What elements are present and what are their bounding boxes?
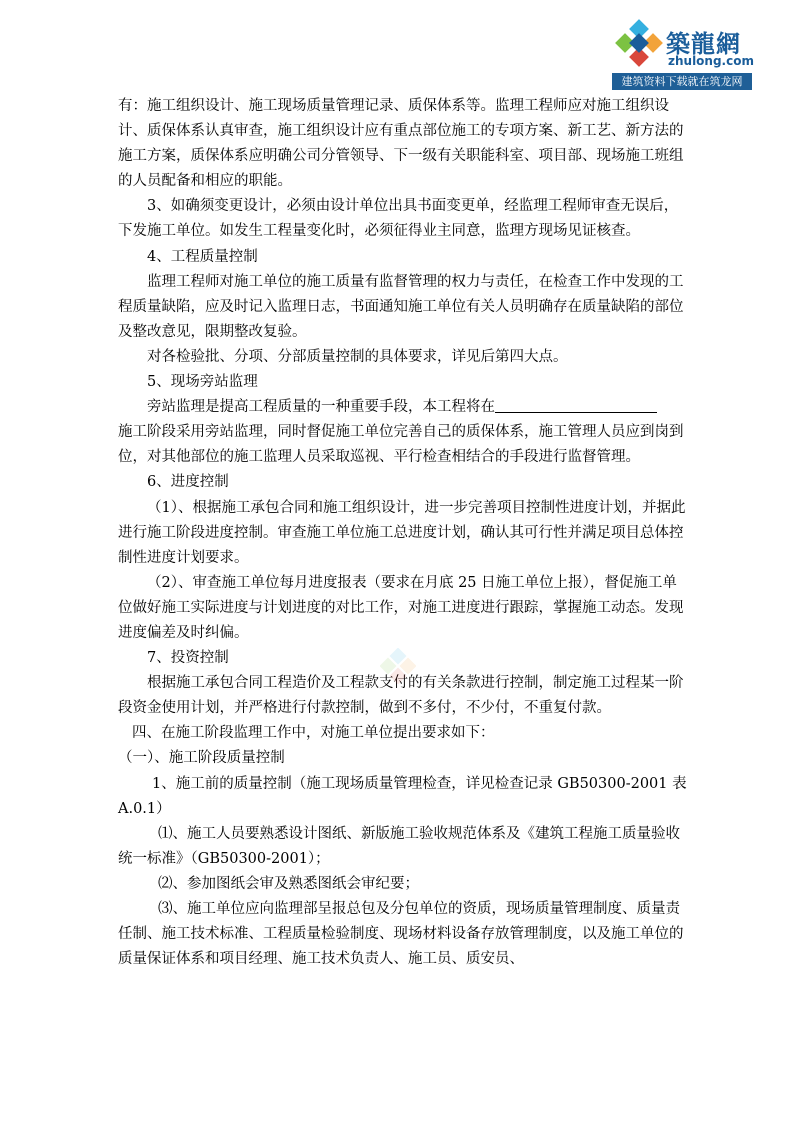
section-heading: 7、投资控制 (147, 650, 229, 667)
paragraph: 有：施工组织设计、施工现场质量管理记录、质保体系等。监理工程师应对施工组织设计、质保体系认真审查，施工组织设计应有重点部位施工的专项方案、新工艺、新方法的施工方案，质保体系应明确公司分管领导、下一级有关职能科室、项目部、现场施工班组的人员配备和相应的职能。 (118, 98, 684, 190)
paragraph-text: 旁站监理是提高工程质量的一种重要手段，本工程将在 (147, 399, 495, 416)
paragraph: ⑵、参加图纸会审及熟悉图纸会审纪要； (158, 875, 419, 892)
logo-banner: 建筑资料下载就在筑龙网 (612, 73, 752, 90)
paragraph: ⑶、施工单位应向监理部呈报总包及分包单位的资质，现场质量管理制度、质量责任制、施工技术标准、工程质量检验制度、现场材料设备存放管理制度，以及施工单位的质量保证体系和项目经理、施工技术负责人、施工员、质安员、 (118, 901, 684, 968)
paragraph: 1、施工前的质量控制（施工现场质量管理检查，详见检查记录 GB50300-2001 表 A.0.1） (118, 775, 687, 817)
paragraph: 施工阶段采用旁站监理，同时督促施工单位完善自己的质保体系，施工管理人员应到岗到位，对其他部位的施工监理人员采取巡视、平行检查相结合的手段进行监督管理。 (118, 424, 684, 466)
section-heading: （一）、施工阶段质量控制 (118, 750, 285, 767)
paragraph: 3、如确须变更设计，必须由设计单位出具书面变更单，经监理工程师审查无误后，下发施工单位。如发生工程量变化时，必须征得业主同意，监理方现场见证核查。 (118, 198, 679, 240)
paragraph: （1）、根据施工承包合同和施工组织设计，进一步完善项目控制性进度计划，并据此进行施工阶段进度控制。审查施工单位施工总进度计划，确认其可行性并满足项目总体控制性进度计划要求。 (118, 499, 686, 566)
logo-mark-icon (612, 18, 666, 72)
blank-underline (495, 398, 657, 413)
section-heading: 5、现场旁站监理 (147, 374, 258, 391)
watermark-icon (380, 648, 416, 684)
section-heading: 4、工程质量控制 (147, 248, 258, 265)
paragraph: ⑴、施工人员要熟悉设计图纸、新版施工验收规范体系及《建筑工程施工质量验收统一标准》（GB50300-2001）； (118, 825, 680, 867)
section-heading: 四、在施工阶段监理工作中，对施工单位提出要求如下： (132, 725, 495, 742)
document-body (118, 94, 688, 972)
logo-title: 築龍網 (666, 29, 741, 58)
logo-site: zhulong.com (668, 54, 754, 68)
paragraph: （2）、审查施工单位每月进度报表（要求在月底 25 日施工单位上报），督促施工单位做好施工实际进度与计划进度的对比工作，对施工进度进行跟踪，掌握施工动态。发现进度偏差及时纠偏。 (118, 574, 684, 641)
paragraph: 对各检验批、分项、分部质量控制的具体要求，详见后第四大点。 (147, 348, 568, 365)
zhulong-logo (612, 18, 752, 90)
paragraph: 根据施工承包合同工程造价及工程款支付的有关条款进行控制，制定施工过程某一阶段资金使用计划，并严格进行付款控制，做到不多付，不少付，不重复付款。 (118, 675, 684, 717)
section-heading: 6、进度控制 (147, 474, 229, 491)
paragraph (118, 395, 688, 420)
paragraph: 监理工程师对施工单位的施工质量有监督管理的权力与责任，在检查工作中发现的工程质量缺陷，应及时记入监理日志，书面通知施工单位有关人员明确存在质量缺陷的部位及整改意见，限期整改复验。 (118, 273, 684, 340)
